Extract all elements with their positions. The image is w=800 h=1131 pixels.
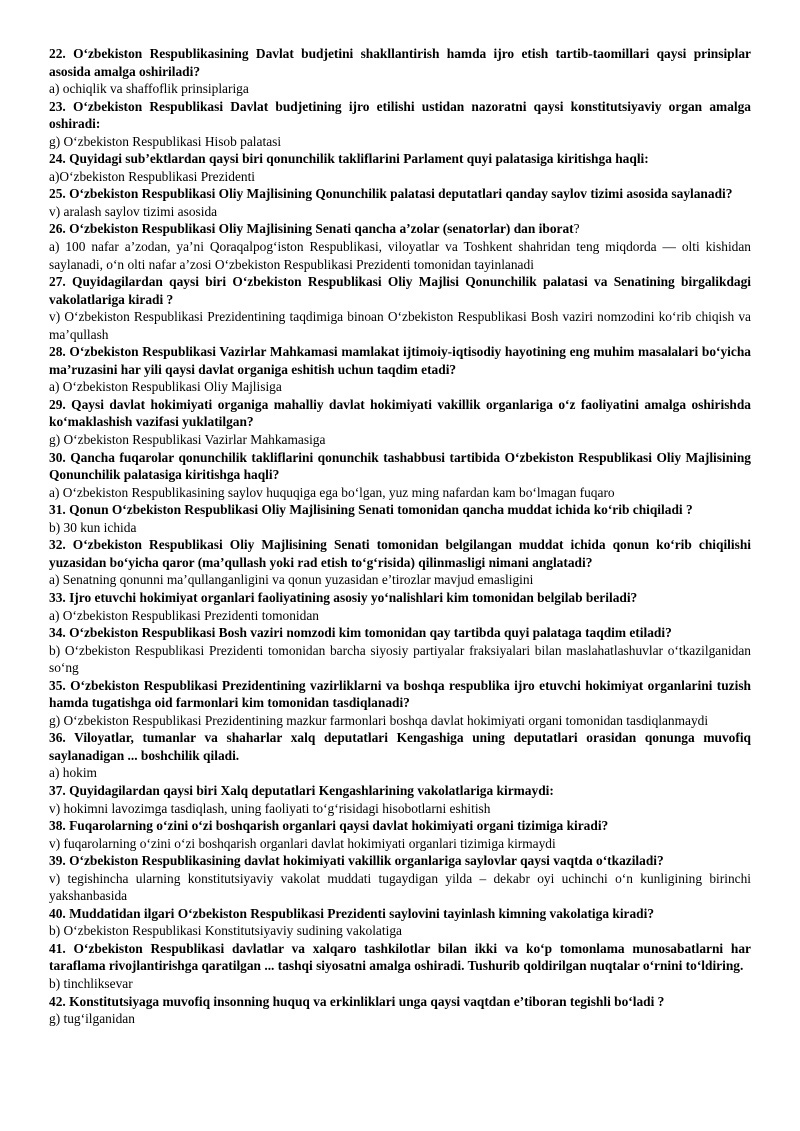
question-body: 40. Muddatidan ilgari O‘zbekiston Respublikasi Prezidenti saylovini tayinlash kimning vakolatiga kiradi?	[49, 905, 655, 921]
question-text	[49, 273, 751, 308]
question-body: 32. O‘zbekiston Respublikasi Oliy Majlisining Senati tomonidan belgilangan muddat ichida qonun ko‘rib chiqilishi yuzasidan bo‘yicha qaror (ma’qullash yoki rad etish to‘g‘risida) qilinmasligi nimani anglatadi?	[49, 537, 751, 570]
answer-text: b) O‘zbekiston Respublikasi Prezidenti tomonidan barcha siyosiy partiyalar fraksiyalari bilan maslahatlashuvlar o‘tkazilganidan so‘ng	[49, 642, 751, 676]
question-body: 38. Fuqarolarning o‘zini o‘zi boshqarish organlari qaysi davlat hokimiyati organi tizimiga kiradi?	[49, 818, 609, 834]
answer-text: a) 100 nafar a’zodan, ya’ni Qoraqalpog‘iston Respublikasi, viloyatlar va Toshkent shahridan teng miqdorda — olti kishidan saylanadi, o‘n olti nafar a’zosi O‘zbekiston Respublikasi Prezidenti tomonidan tayinlanadi	[49, 239, 751, 272]
answer-text: a) O‘zbekiston Respublikasi Oliy Majlisiga	[49, 379, 282, 395]
qa-block	[49, 624, 751, 677]
qa-block	[49, 852, 751, 905]
question-text	[49, 782, 751, 800]
question-body: 42. Konstitutsiyaga muvofiq insonning huquq va erkinliklari unga qaysi vaqtdan e’tiboran tegishli bo‘ladi ?	[49, 993, 665, 1009]
question-body: 33. Ijro etuvchi hokimiyat organlari faoliyatining asosiy yo‘nalishlari kim tomonidan belgilab beriladi?	[49, 589, 638, 605]
answer-text: b) 30 kun ichida	[49, 519, 137, 535]
question-text	[49, 677, 751, 712]
qa-block	[49, 150, 751, 185]
answer-text: a) hokim	[49, 765, 97, 781]
question-text	[49, 536, 751, 571]
question-body: 34. O‘zbekiston Respublikasi Bosh vaziri nomzodi kim tomonidan qay tartibda quyi palataga taqdim etiladi?	[49, 625, 672, 641]
answer-text: a) O‘zbekiston Respublikasi Prezidenti tomonidan	[49, 607, 319, 623]
qa-block	[49, 396, 751, 449]
answer-text: v) aralash saylov tizimi asosida	[49, 203, 218, 219]
question-body: 35. O‘zbekiston Respublikasi Prezidentining vazirliklarni va boshqa respublika ijro etuvchi hokimiyat organlarini tuzish hamda tugatishga oid farmonlari kim tomonidan tasdiqlanadi?	[49, 677, 751, 711]
qa-block	[49, 782, 751, 817]
answer-text: v) tegishincha ularning konstitutsiyaviy vakolat muddati tugaydigan yilda – dekabr oyi uchinchi o‘n kunligining birinchi yakshanbasida	[49, 870, 751, 904]
question-body: 23. O‘zbekiston Respublikasi Davlat budjetining ijro etilishi ustidan nazoratni qaysi konstitutsiyaviy organ amalga oshiradi:	[49, 98, 751, 132]
answer-text: b) tinchliksevar	[49, 975, 133, 991]
question-body: 27. Quyidagilardan qaysi biri O‘zbekiston Respublikasi Oliy Majlisi Qonunchilik palatasi va Senatining birgalikdagi vakolatlariga kiradi ?	[49, 274, 751, 307]
qa-block	[49, 536, 751, 589]
question-text	[49, 343, 751, 378]
question-text	[49, 501, 751, 519]
answer-text: a)O‘zbekiston Respublikasi Prezidenti	[49, 168, 256, 184]
qa-block	[49, 940, 751, 993]
answer-text: g) O‘zbekiston Respublikasi Prezidentining mazkur farmonlari boshqa davlat hokimiyati organi tomonidan tasdiqlanmaydi	[49, 712, 709, 728]
answer-text: b) O‘zbekiston Respublikasi Konstitutsiyaviy sudining vakolatiga	[49, 923, 402, 939]
answer-text: v) hokimni lavozimga tasdiqlash, uning faoliyati to‘g‘risidagi hisobotlarni eshitish	[49, 800, 491, 816]
question-text	[49, 624, 751, 642]
qa-block	[49, 273, 751, 343]
question-body: 26. O‘zbekiston Respublikasi Oliy Majlisining Senati qancha a’zolar (senatorlar) dan iborat	[49, 221, 574, 237]
qa-block	[49, 98, 751, 151]
question-text	[49, 150, 751, 168]
answer-text: a) ochiqlik va shaffoflik prinsiplariga	[49, 81, 249, 97]
question-mark: ?	[573, 221, 580, 237]
question-body: 41. O‘zbekiston Respublikasi davlatlar va xalqaro tashkilotlar bilan ikki va ko‘p tomonlama munosabatlarni har taraflama rivojlantirishga qaratilgan ... tashqi siyosatni amalga oshiradi. Tushurib qoldirilgan nuqtalar o‘rnini to‘ldiring.	[49, 940, 751, 974]
qa-block	[49, 185, 751, 220]
question-text	[49, 396, 751, 431]
answer-text: g) tug‘ilganidan	[49, 1011, 135, 1027]
question-text	[49, 905, 751, 923]
question-body: 28. O‘zbekiston Respublikasi Vazirlar Mahkamasi mamlakat ijtimoiy-iqtisodiy hayotining eng muhim masalalari bo‘yicha ma’ruzasini har yili qaysi davlat organiga eshitish uchun taqdim etadi?	[49, 344, 751, 377]
question-text	[49, 98, 751, 133]
question-body: 30. Qancha fuqarolar qonunchilik takliflarini qonunchik tashabbusi tartibida O‘zbekiston Respublikasi Oliy Majlisining Qonunchilik palatasiga kiritishga haqli?	[49, 449, 751, 483]
qa-block	[49, 729, 751, 782]
question-text	[49, 852, 751, 870]
question-body: 39. O‘zbekiston Respublikasining davlat hokimiyati vakillik organlariga saylovlar qaysi vaqtda o‘tkaziladi?	[49, 853, 664, 869]
qa-block	[49, 677, 751, 730]
question-body: 29. Qaysi davlat hokimiyati organiga mahalliy davlat hokimiyati vakillik organlariga o‘z faoliyatini amalga oshirishda ko‘maklashish vazifasi yuklatilgan?	[49, 396, 751, 430]
question-body: 24. Quyidagi sub’ektlardan qaysi biri qonunchilik takliflarini Parlament quyi palatasiga kiritishga haqli:	[49, 151, 649, 167]
question-body: 36. Viloyatlar, tumanlar va shaharlar xalq deputatlari Kengashiga uning deputatlari orasidan qonunga muvofiq saylanadigan ... boshchilik qiladi.	[49, 730, 751, 763]
qa-block	[49, 993, 751, 1028]
question-body: 31. Qonun O‘zbekiston Respublikasi Oliy Majlisining Senati tomonidan qancha muddat ichida ko‘rib chiqiladi ?	[49, 502, 693, 518]
question-body: 25. O‘zbekiston Respublikasi Oliy Majlisining Qonunchilik palatasi deputatlari qanday saylov tizimi asosida saylanadi?	[49, 186, 733, 202]
question-text	[49, 993, 751, 1011]
question-text	[49, 185, 751, 203]
question-text	[49, 220, 751, 238]
answer-text: a) Senatning qonunni ma’qullanganligini va qonun yuzasidan e’tirozlar mavjud emasligini	[49, 572, 534, 588]
question-text	[49, 729, 751, 764]
qa-block	[49, 905, 751, 940]
qa-block	[49, 449, 751, 502]
answer-text: g) O‘zbekiston Respublikasi Hisob palatasi	[49, 133, 282, 149]
question-text	[49, 449, 751, 484]
answer-text: a) O‘zbekiston Respublikasining saylov huquqiga ega bo‘lgan, yuz ming nafardan kam bo‘lmagan fuqaro	[49, 484, 615, 500]
qa-block	[49, 343, 751, 396]
qa-block	[49, 220, 751, 273]
answer-text: g) O‘zbekiston Respublikasi Vazirlar Mahkamasiga	[49, 432, 326, 448]
answer-text: v) O‘zbekiston Respublikasi Prezidentining taqdimiga binoan O‘zbekiston Respublikasi Bosh vaziri nomzodini ko‘rib chiqish va ma’qullash	[49, 309, 751, 342]
qa-block	[49, 589, 751, 624]
question-text	[49, 45, 751, 80]
question-body: 22. O‘zbekiston Respublikasining Davlat budjetini shakllantirish hamda ijro etish tartib-taomillari qaysi prinsiplar asosida amalga oshiriladi?	[49, 46, 751, 79]
qa-block	[49, 45, 751, 98]
qa-block	[49, 501, 751, 536]
answer-text: v) fuqarolarning o‘zini o‘zi boshqarish organlari davlat hokimiyati organlari tizimiga kirmaydi	[49, 835, 556, 851]
question-text	[49, 940, 751, 975]
qa-block	[49, 817, 751, 852]
question-text	[49, 817, 751, 835]
question-body: 37. Quyidagilardan qaysi biri Xalq deputatlari Kengashlarining vakolatlariga kirmaydi:	[49, 782, 554, 798]
question-text	[49, 589, 751, 607]
